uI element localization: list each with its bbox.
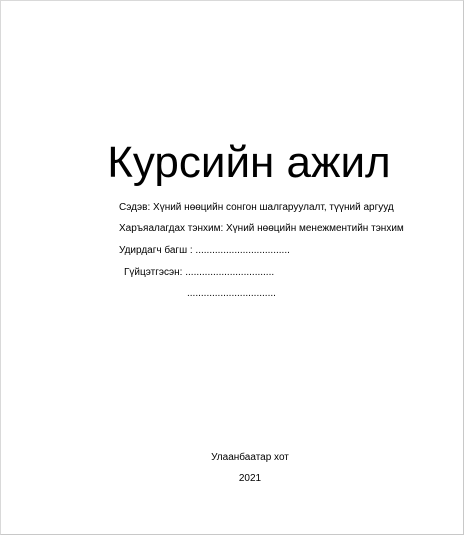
year-label: 2021 xyxy=(238,473,262,484)
department-line: Харъяалагдах тэнхим: Хүний нөөцийн менежментийн тэнхим xyxy=(119,223,404,234)
advisor-line: Удирдагч багш : .................................. xyxy=(119,245,290,256)
performer-line: Гүйцэтгэсэн: ................................ xyxy=(124,267,275,278)
city-label: Улаанбаатар хот xyxy=(211,452,289,463)
topic-line: Сэдэв: Хүний нөөцийн сонгон шалгаруулалт, түүний аргууд xyxy=(119,202,394,213)
extra-dotted-line: ................................ xyxy=(187,288,276,299)
document-title: Курсийн ажил xyxy=(107,138,391,187)
